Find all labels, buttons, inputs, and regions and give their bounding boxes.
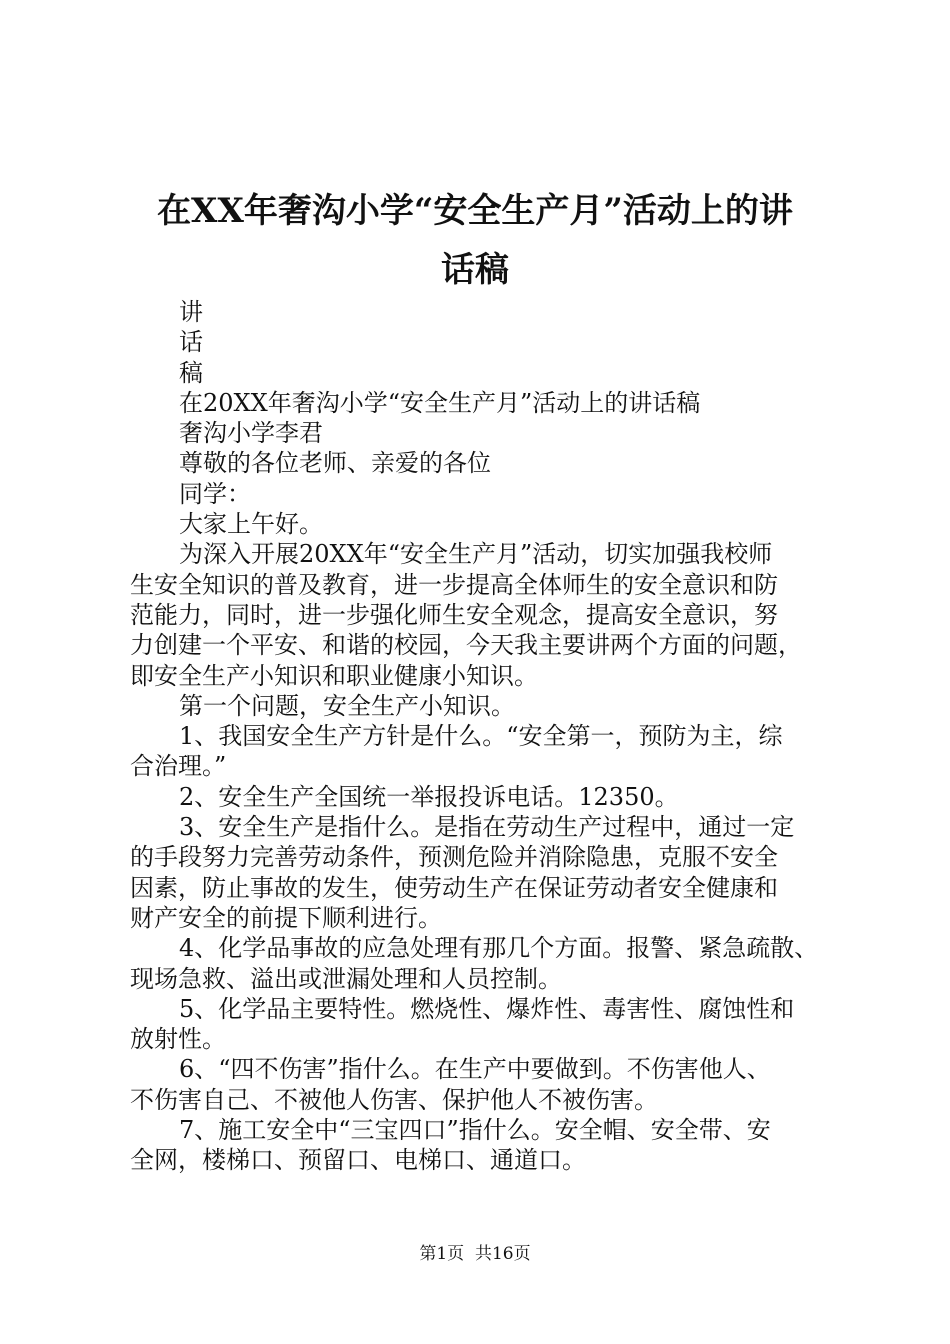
body-line: 为深入开展20XX年“安全生产月”活动，切实加强我校师 bbox=[179, 540, 773, 569]
body-line: 现场急救、溢出或泄漏处理和人员控制。 bbox=[130, 964, 562, 993]
body-line: 财产安全的前提下顺利进行。 bbox=[130, 903, 442, 932]
page-number: 第1页 共16页 bbox=[419, 1244, 531, 1264]
body-line: 即安全生产小知识和职业健康小知识。 bbox=[130, 661, 538, 690]
body-line: 尊敬的各位老师、亲爱的各位 bbox=[179, 449, 491, 478]
page-footer bbox=[0, 1244, 950, 1264]
body-line: 第一个问题，安全生产小知识。 bbox=[179, 691, 515, 720]
document-title-line-2: 话稿 bbox=[441, 250, 509, 290]
body-line: 不伤害自己、不被他人伤害、保护他人不被伤害。 bbox=[130, 1085, 658, 1114]
body-line: 放射性。 bbox=[130, 1025, 226, 1054]
body-line: 因素，防止事故的发生，使劳动生产在保证劳动者安全健康和 bbox=[130, 873, 778, 902]
body-line: 合治理。” bbox=[130, 752, 227, 781]
body-line: 4、化学品事故的应急处理有那几个方面。报警、紧急疏散、 bbox=[179, 934, 819, 963]
body-line: 奢沟小学李君 bbox=[179, 419, 323, 448]
body-line: 1、我国安全生产方针是什么。“安全第一，预防为主，综 bbox=[179, 722, 783, 751]
body-line: 全网，楼梯口、预留口、电梯口、通道口。 bbox=[130, 1146, 586, 1175]
body-line: 6、“四不伤害”指什么。在生产中要做到。不伤害他人、 bbox=[179, 1055, 771, 1084]
body-line: 稿 bbox=[179, 358, 203, 387]
body-line: 力创建一个平安、和谐的校园，今天我主要讲两个方面的问题， bbox=[130, 631, 802, 660]
body-line: 的手段努力完善劳动条件，预测危险并消除隐患，克服不安全 bbox=[130, 843, 778, 872]
body-line: 讲 bbox=[179, 298, 203, 326]
body-line: 5、化学品主要特性。燃烧性、爆炸性、毒害性、腐蚀性和 bbox=[179, 994, 795, 1023]
body-line: 在20XX年奢沟小学“安全生产月”活动上的讲话稿 bbox=[179, 388, 701, 417]
body-line: 大家上午好。 bbox=[179, 510, 323, 539]
document-title-line-1: 在XX年奢沟小学“安全生产月”活动上的讲 bbox=[157, 191, 793, 231]
body-line: 话 bbox=[179, 328, 203, 357]
body-line: 3、安全生产是指什么。是指在劳动生产过程中，通过一定 bbox=[179, 813, 795, 842]
body-line: 生安全知识的普及教育，进一步提高全体师生的安全意识和防 bbox=[130, 570, 778, 599]
body-line: 范能力，同时，进一步强化师生安全观念，提高安全意识，努 bbox=[130, 600, 778, 629]
document-body bbox=[130, 297, 850, 1176]
body-line: 2、安全生产全国统一举报投诉电话。12350。 bbox=[179, 782, 679, 811]
body-line: 7、施工安全中“三宝四口”指什么。安全帽、安全带、安 bbox=[179, 1116, 771, 1145]
body-line: 同学： bbox=[179, 479, 251, 508]
